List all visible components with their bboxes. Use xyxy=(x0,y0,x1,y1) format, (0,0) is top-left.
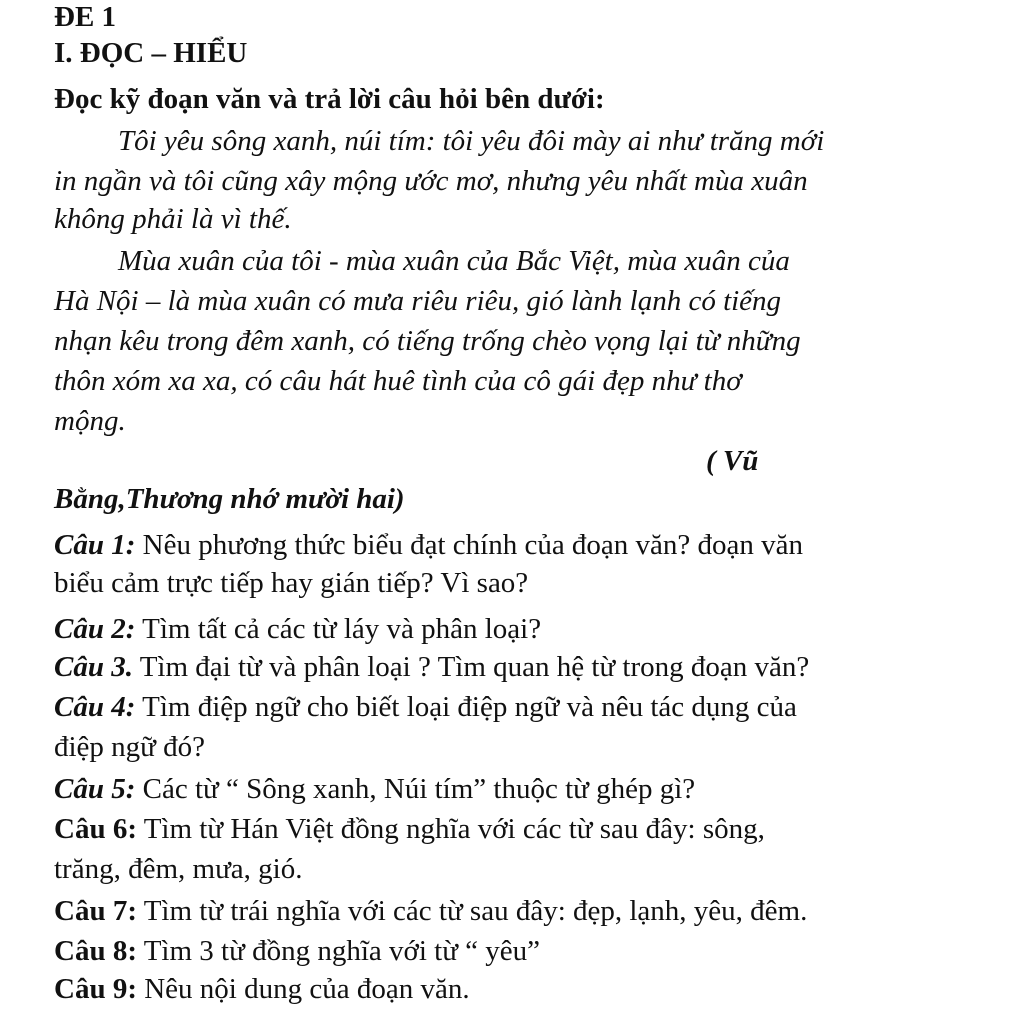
question-8 xyxy=(54,934,540,968)
question-4 xyxy=(54,690,797,724)
question-9 xyxy=(54,972,470,1006)
question-6-cont: trăng, đêm, mưa, gió. xyxy=(54,853,303,885)
question-label: Câu 2: xyxy=(54,613,136,645)
question-label: Câu 9: xyxy=(54,973,137,1005)
question-2 xyxy=(54,612,541,646)
question-text: Nêu nội dung của đoạn văn. xyxy=(136,973,470,1005)
passage-line: thôn xóm xa xa, có câu hát huê tình của cô gái đẹp như thơ xyxy=(54,365,742,397)
question-text: Tìm từ Hán Việt đồng nghĩa với các từ sau đây: sông, xyxy=(136,813,765,845)
question-1 xyxy=(54,528,803,562)
passage-line: mộng. xyxy=(54,405,126,437)
question-label: Câu 4: xyxy=(54,691,136,723)
question-5 xyxy=(54,772,695,806)
passage-source: ( Vũ xyxy=(706,445,759,477)
passage-line: Tôi yêu sông xanh, núi tím: tôi yêu đôi mày ai như trăng mới xyxy=(118,125,825,157)
passage-line: không phải là vì thế. xyxy=(54,203,292,235)
passage-line: Mùa xuân của tôi - mùa xuân của Bắc Việt, mùa xuân của xyxy=(118,245,790,277)
question-text: Nêu phương thức biểu đạt chính của đoạn văn? đoạn văn xyxy=(135,529,804,561)
question-label: Câu 3. xyxy=(54,651,133,683)
question-6 xyxy=(54,812,765,846)
passage-line: Hà Nội – là mùa xuân có mưa riêu riêu, gió lành lạnh có tiếng xyxy=(54,285,782,317)
question-text: Tìm từ trái nghĩa với các từ sau đây: đẹp, lạnh, yêu, đêm. xyxy=(136,895,808,927)
question-label: Câu 7: xyxy=(54,895,137,927)
question-1-cont: biểu cảm trực tiếp hay gián tiếp? Vì sao? xyxy=(54,567,529,599)
question-label: Câu 5: xyxy=(54,773,136,805)
question-3 xyxy=(54,650,809,684)
question-4-cont: điệp ngữ đó? xyxy=(54,731,206,763)
question-7 xyxy=(54,894,807,928)
question-text: Tìm 3 từ đồng nghĩa với từ “ yêu” xyxy=(136,935,541,967)
question-text: Các từ “ Sông xanh, Núi tím” thuộc từ ghép gì? xyxy=(135,773,696,805)
question-text: Tìm tất cả các từ láy và phân loại? xyxy=(135,613,542,645)
section-title: I. ĐỌC – HIỂU xyxy=(54,37,248,69)
passage-line: in ngần và tôi cũng xây mộng ước mơ, nhưng yêu nhất mùa xuân xyxy=(54,165,808,197)
exam-title: ĐE 1 xyxy=(54,1,117,33)
passage-line: nhạn kêu trong đêm xanh, có tiếng trống chèo vọng lại từ những xyxy=(54,325,801,357)
passage-source-cont: Bằng,Thương nhớ mười hai) xyxy=(54,483,405,515)
question-text: Tìm điệp ngữ cho biết loại điệp ngữ và nêu tác dụng của xyxy=(135,691,797,723)
question-label: Câu 6: xyxy=(54,813,137,845)
question-text: Tìm đại từ và phân loại ? Tìm quan hệ từ trong đoạn văn? xyxy=(132,651,810,683)
question-label: Câu 1: xyxy=(54,529,136,561)
instruction: Đọc kỹ đoạn văn và trả lời câu hỏi bên dưới: xyxy=(54,83,605,115)
question-label: Câu 8: xyxy=(54,935,137,967)
